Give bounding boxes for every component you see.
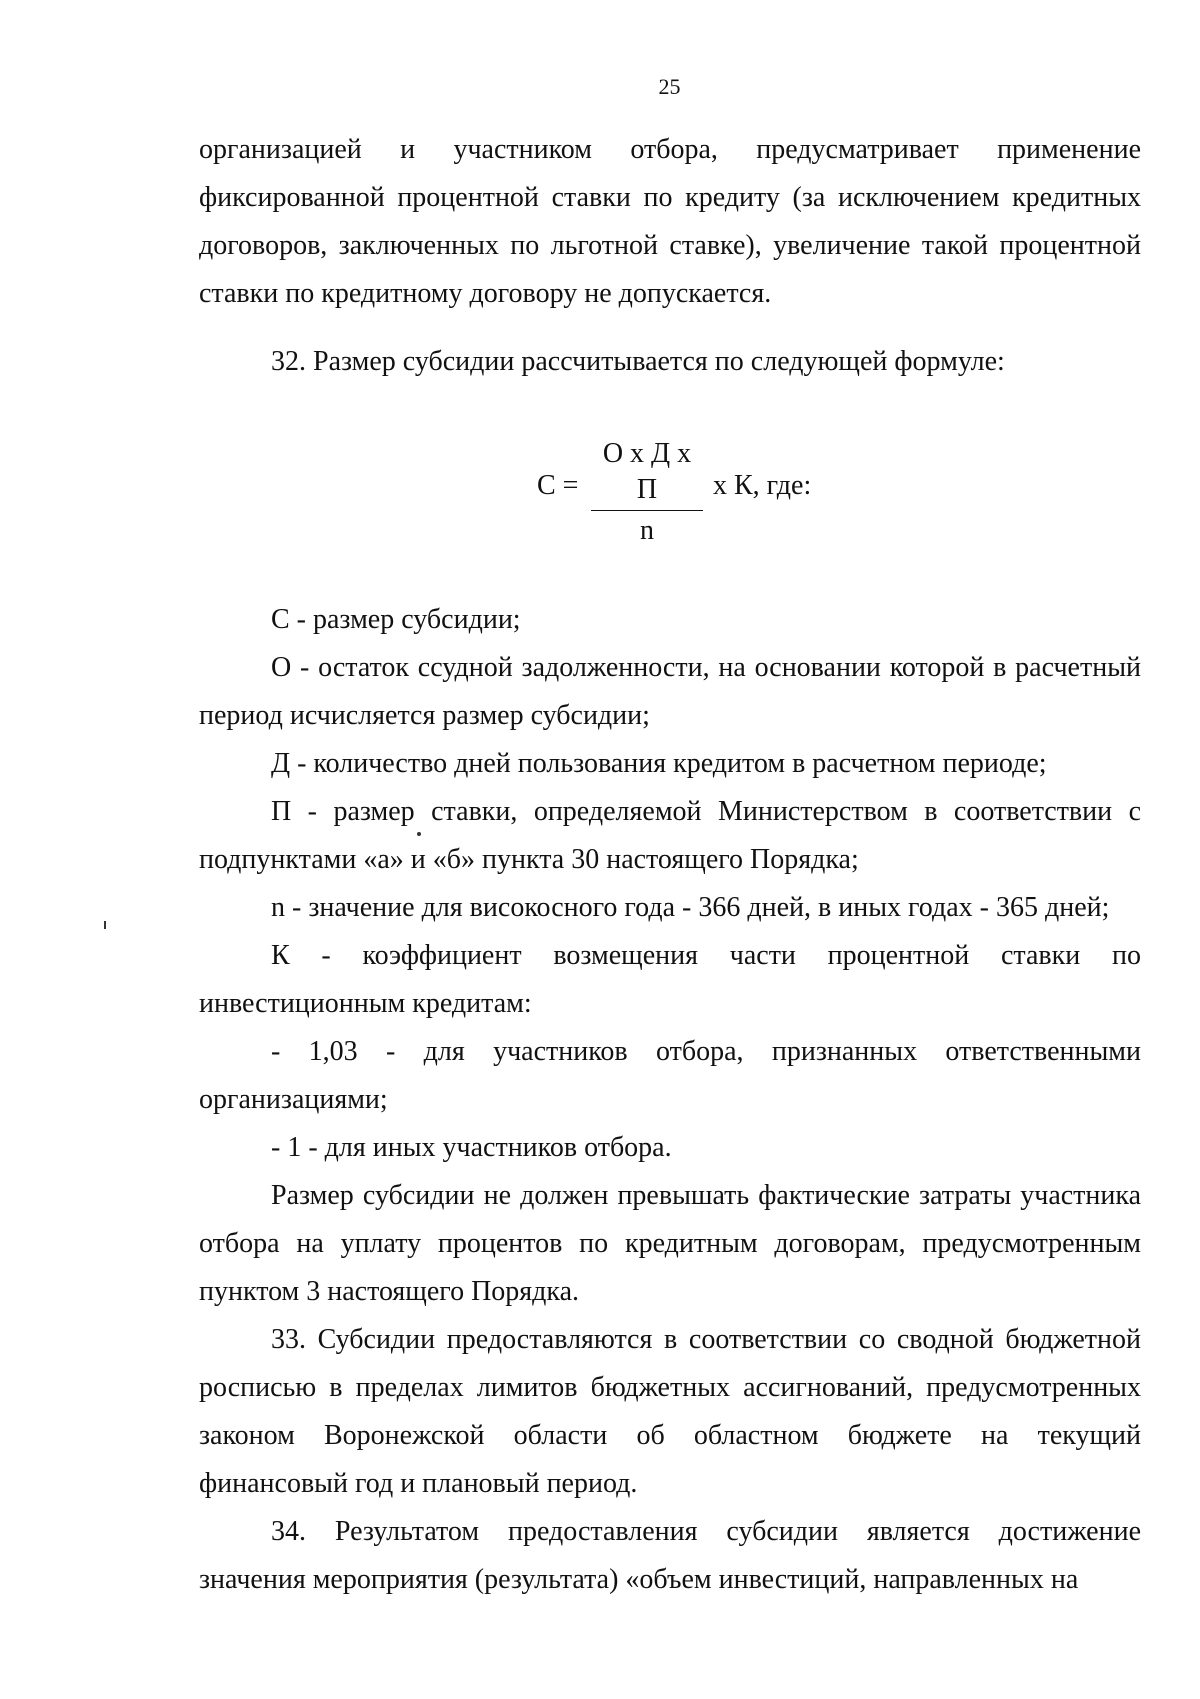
document-body — [199, 126, 1141, 1604]
definition-c: С - размер субсидии; — [271, 604, 521, 635]
paragraph-limit: Размер субсидии не должен превышать фактические затраты участника отбора на уплату процентов по кредитным договорам, предусмотренным пунктом 3 настоящего Порядка. — [199, 1180, 1141, 1307]
page-number: 25 — [658, 74, 681, 99]
definition-k-continuation: инвестиционным кредитам: — [199, 988, 532, 1019]
paragraph-34: 34. Результатом предоставления субсидии является достижение значения мероприятия (результата) «объем инвестиций, направленных на — [199, 1516, 1141, 1595]
definition-k-word: части — [729, 940, 796, 971]
formula-fraction — [591, 436, 703, 549]
definition-o: О - остаток ссудной задолженности, на основании которой в расчетный период исчисляется размер субсидии; — [199, 652, 1141, 731]
definition-k-word: по — [1111, 940, 1141, 971]
definition-k-word: коэффициент — [362, 940, 522, 971]
definition-n: n - значение для високосного года - 366 дней, в иных годах - 365 дней; — [271, 892, 1110, 923]
coefficient-item-1: - 1,03 - для участников отбора, признанных ответственными организациями; — [199, 1036, 1141, 1115]
margin-mark — [104, 921, 106, 929]
subsidy-formula — [199, 386, 1141, 596]
definition-k-word: К — [271, 940, 290, 971]
coefficient-item-2: - 1 - для иных участников отбора. — [271, 1132, 672, 1163]
definition-k-word: - — [321, 940, 331, 971]
formula-numerator: О х Д х П — [591, 436, 703, 511]
scan-speck — [417, 832, 421, 836]
definition-k-word: возмещения — [553, 940, 699, 971]
paragraph-33: 33. Субсидии предоставляются в соответствии со сводной бюджетной росписью в пределах лимитов бюджетных ассигнований, предусмотренных законом Воронежской области об областном бюджете на текущий финансовый год и плановый период. — [199, 1324, 1141, 1499]
definition-k-word: ставки — [1000, 940, 1081, 971]
definition-k-line — [199, 932, 1141, 980]
definition-d: Д - количество дней пользования кредитом в расчетном периоде; — [271, 748, 1047, 779]
formula-lhs: С = — [537, 470, 579, 501]
definition-p: П - размер ставки, определяемой Министерством в соответствии с подпунктами «а» и «б» пункта 30 настоящего Порядка; — [199, 796, 1141, 875]
formula-rhs: х К, где: — [713, 470, 812, 501]
definition-k-word: процентной — [827, 940, 970, 971]
formula-denominator: n — [640, 515, 654, 546]
paragraph-32: 32. Размер субсидии рассчитывается по следующей формуле: — [271, 346, 1005, 377]
paragraph-continuation: организацией и участником отбора, предусматривает применение фиксированной процентной ставки по кредиту (за исключением кредитных договоров, заключенных по льготной ставке), увеличение такой процентной ставки по кредитному договору не допускается. — [199, 134, 1141, 309]
